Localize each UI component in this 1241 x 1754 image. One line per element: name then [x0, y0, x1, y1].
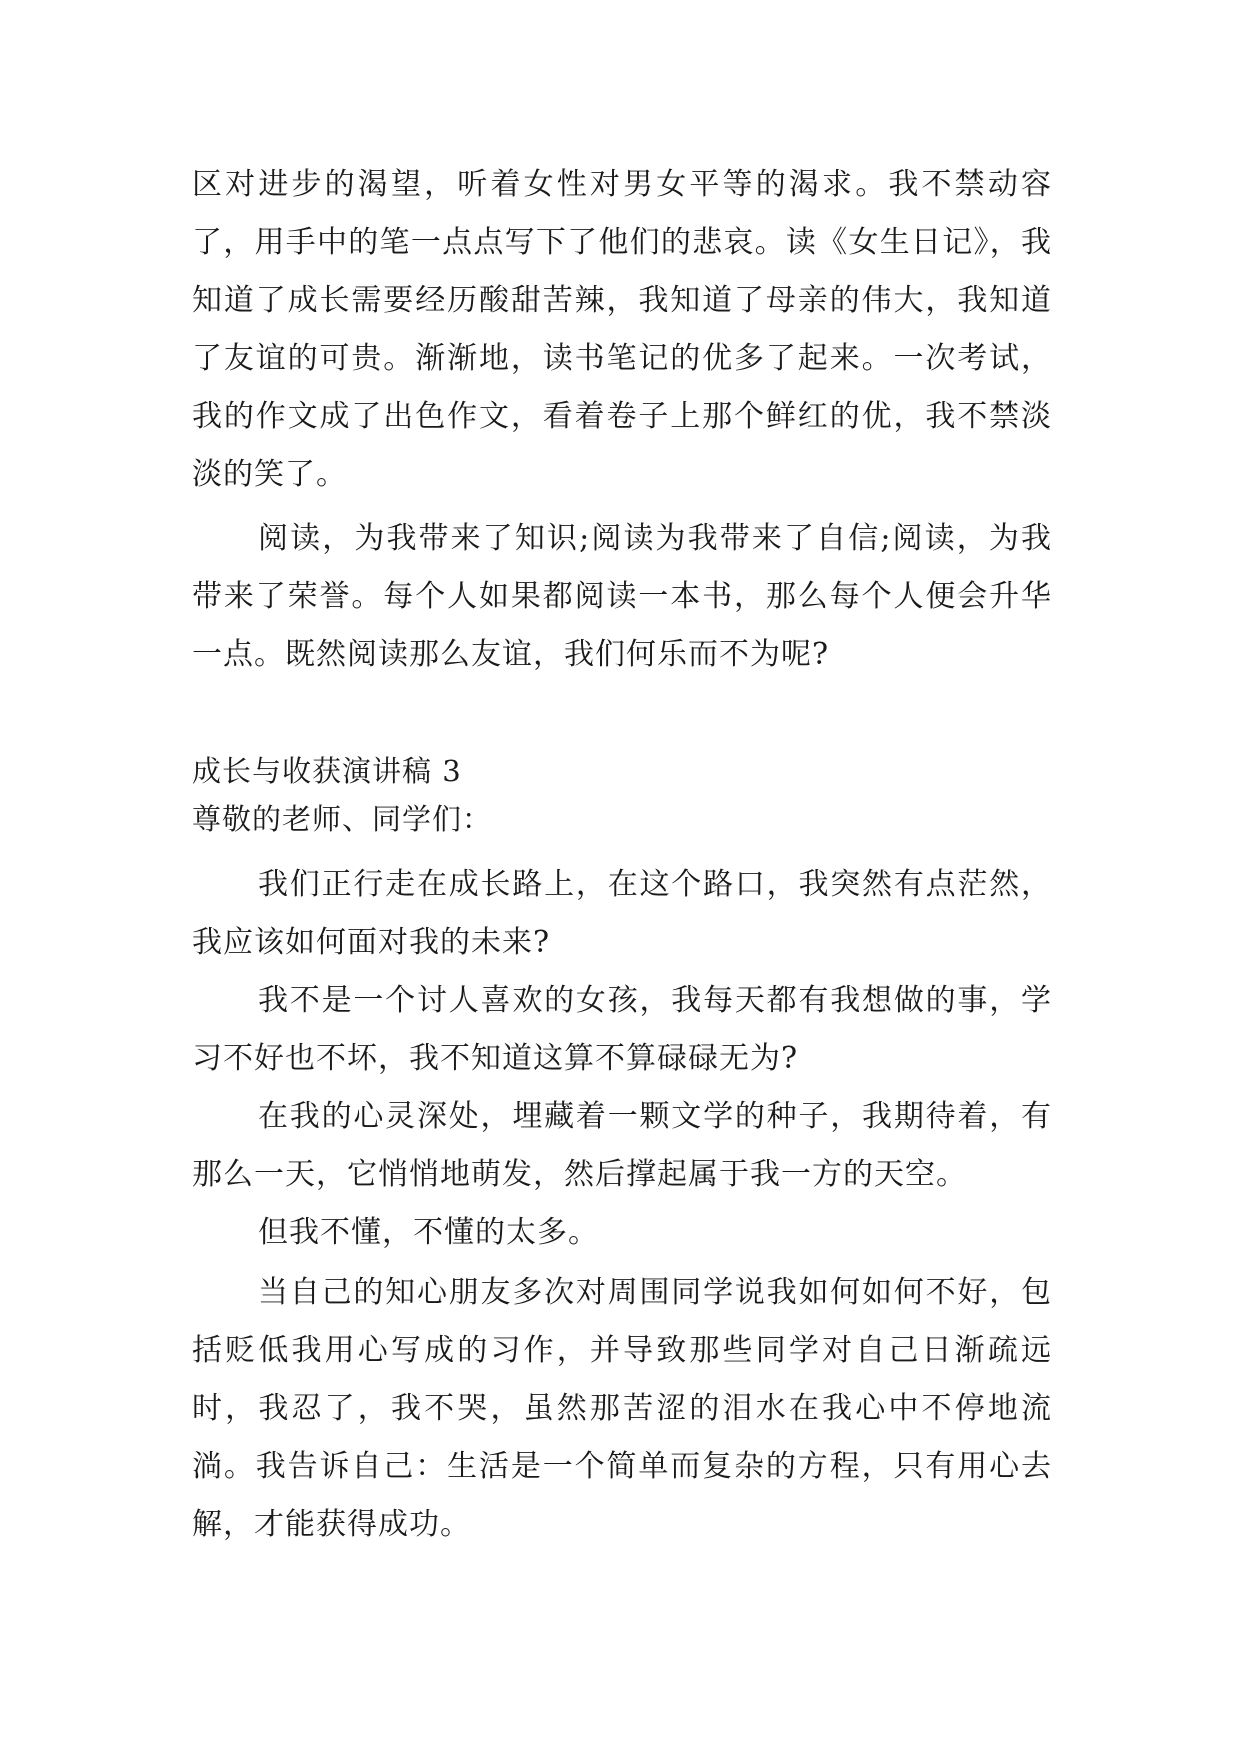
section-title: 成长与收获演讲稿 3: [192, 754, 462, 788]
body-paragraph: 我们正行走在成长路上，在这个路口，我突然有点茫然，我应该如何面对我的未来?: [192, 867, 1052, 960]
body-paragraph-conclusion: 阅读，为我带来了知识;阅读为我带来了自信;阅读，为我带来了荣誉。每个人如果都阅读一本书，那么每个人便会升华一点。既然阅读那么友谊，我们何乐而不为呢?: [192, 521, 1052, 672]
body-paragraph: 在我的心灵深处，埋藏着一颗文学的种子，我期待着，有那么一天，它悄悄地萌发，然后撑起属于我一方的天空。: [192, 1099, 1052, 1192]
body-paragraph-continued: 区对进步的渴望，听着女性对男女平等的渴求。我不禁动容了，用手中的笔一点点写下了他们的悲哀。读《女生日记》，我知道了成长需要经历酸甜苦辣，我知道了母亲的伟大，我知道了友谊的可贵。渐渐地，读书笔记的优多了起来。一次考试，我的作文成了出色作文，看着卷子上那个鲜红的优，我不禁淡淡的笑了。: [192, 167, 1052, 492]
salutation: 尊敬的老师、同学们：: [192, 802, 493, 836]
body-paragraph: 但我不懂，不懂的太多。: [258, 1215, 599, 1250]
body-paragraph: 当自己的知心朋友多次对周围同学说我如何如何不好，包括贬低我用心写成的习作，并导致那些同学对自己日渐疏远时，我忍了，我不哭，虽然那苦涩的泪水在我心中不停地流淌。我告诉自己：生活是一个简单而复杂的方程，只有用心去解，才能获得成功。: [192, 1275, 1052, 1542]
body-paragraph: 我不是一个讨人喜欢的女孩，我每天都有我想做的事，学习不好也不坏，我不知道这算不算碌碌无为?: [192, 983, 1052, 1076]
